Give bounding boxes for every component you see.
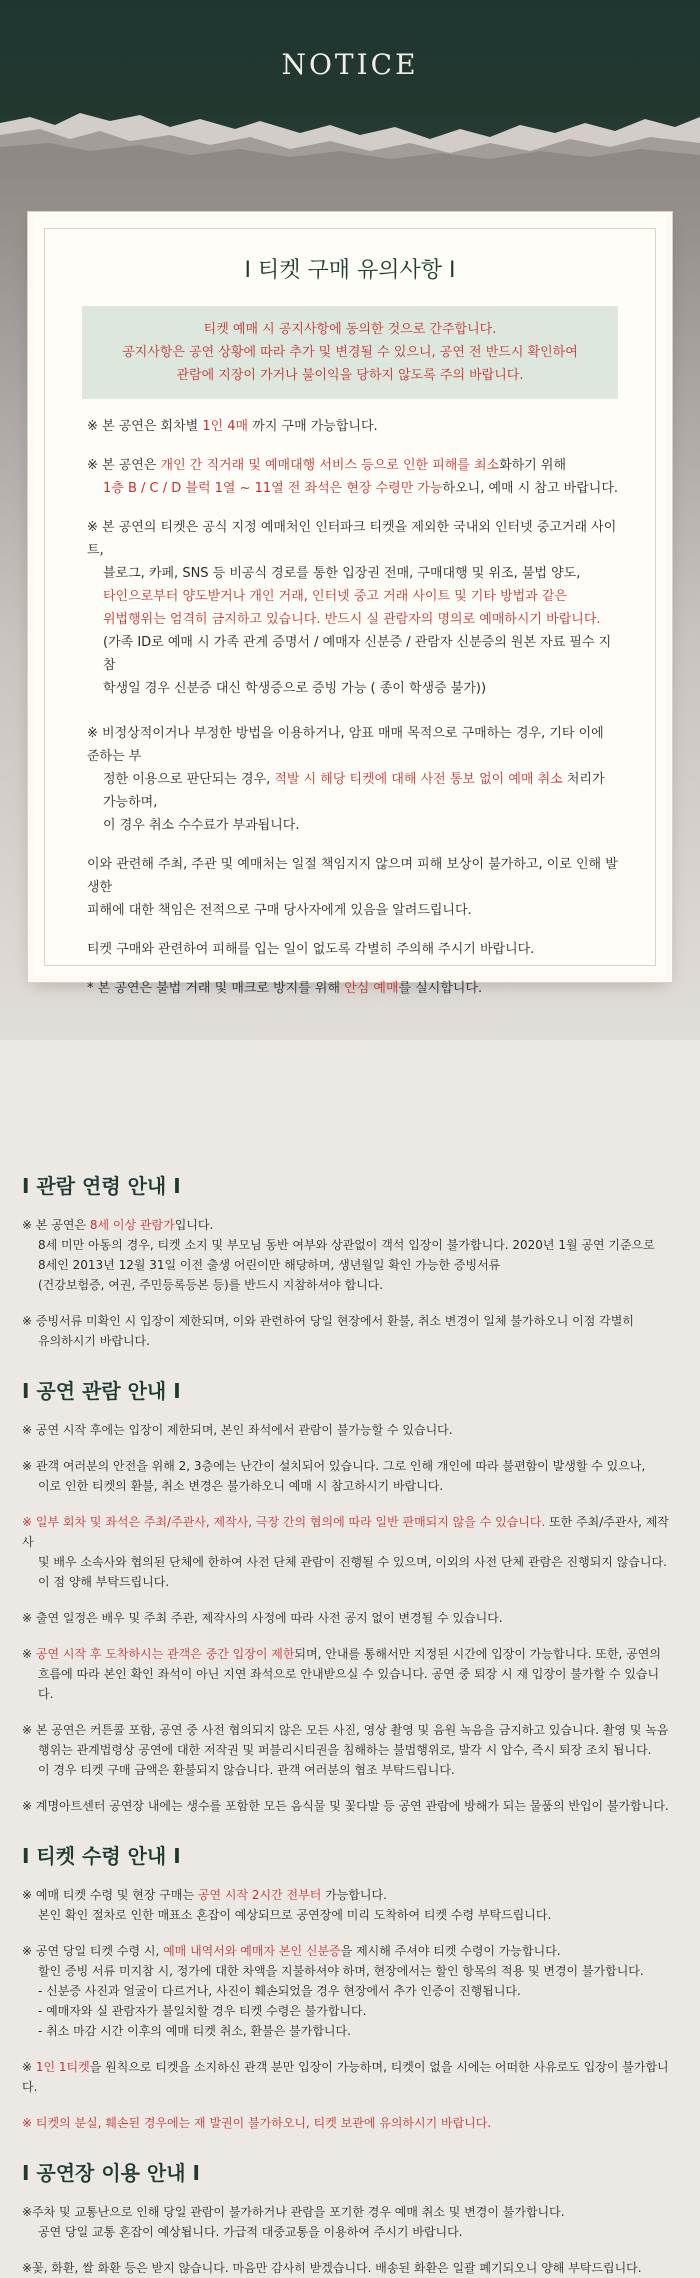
liability-note: 이와 관련해 주최, 주관 및 예매처는 일절 책임지지 않으며 피해 보상이 불가하고, 이로 인해 발생한 피해에 대한 책임은 전적으로 구매 당사자에게 있음을 알려드립니다. xyxy=(87,857,618,918)
highlight-line: 관람에 지장이 가거나 불이익을 당하지 않도록 주의 바랍니다. xyxy=(176,368,524,383)
onsite-pickup-note: ※ 본 공연은 개인 간 직거래 및 예매대행 서비스 등으로 인한 피해를 최소화하기 위해 1층 B / C / D 블럭 1열 ~ 11열 전 좌석은 현장 수령만 가능하오니, 예매 시 참고 바랍니다. xyxy=(87,458,619,496)
ticket-purchase-card xyxy=(34,218,666,996)
caution-note: 티켓 구매와 관련하여 피해를 입는 일이 없도록 각별히 주의해 주시기 바랍니다. xyxy=(87,942,535,957)
torn-paper-edge xyxy=(0,95,700,165)
perf-section-title: I 공연 관람 안내 I xyxy=(22,1379,181,1403)
notice-area xyxy=(0,160,700,1040)
pickup-time-note: ※ 예매 티켓 수령 및 현장 구매는 공연 시작 2시간 전부터 가능합니다. 본인 확인 절차로 인한 매표소 혼잡이 예상되므로 공연장에 미리 도착하여 티켓 수령 부탁드립니다. xyxy=(22,1888,552,1922)
id-document-note: ※ 증빙서류 미확인 시 입장이 제한되며, 이와 관련하여 당일 현장에서 환불, 취소 변경이 일체 불가하오니 이점 각별히 유의하시기 바랍니다. xyxy=(22,1314,634,1348)
purchase-limit-note: ※ 본 공연은 회차별 1인 4매 까지 구매 가능합니다. xyxy=(87,419,378,434)
id-check-note: ※ 공연 당일 티켓 수령 시, 예매 내역서와 예매자 본인 신분증을 제시해 주셔야 티켓 수령이 가능합니다. 할인 증빙 서류 미지참 시, 정가에 대한 차액을 지불하셔야 하며, 현장에서는 할인 항목의 적용 및 변경이 불가합니다. - 신분증 사진과 얼굴이 다르거나, 사진이 훼손되었을 경우 현장에서 추가 인증이 진행됩니다. - 예매자와 실 관람자가 불일치할 경우 티켓 수령은 불가합니다. - 취소 마감 시간 이후의 예매 티켓 취소, 환불은 불가합니다. xyxy=(22,1944,644,2038)
highlight-line: 티켓 예매 시 공지사항에 동의한 것으로 간주합니다. xyxy=(203,322,497,337)
venue-section-title: I 공연장 이용 안내 I xyxy=(22,2161,200,2185)
cast-schedule-note: ※ 출연 일정은 배우 및 주최 주관, 제작사의 사정에 따라 사전 공지 없이 변경될 수 있습니다. xyxy=(22,1611,503,1625)
perf-section xyxy=(0,1375,700,1816)
header-banner xyxy=(0,0,700,160)
notice-title: NOTICE xyxy=(281,48,419,81)
group-booking-note: ※ 일부 회차 및 좌석은 주최/주관사, 제작사, 극장 간의 협의에 따라 일반 판매되지 않을 수 있습니다. 또한 주최/주관사, 제작사 및 배우 소속사와 협의된 단체에 한하여 사전 단체 관람이 진행될 수 있으며, 이외의 사전 단체 관람은 진행되지 않습니다. 이 점 양해 부탁드립니다. xyxy=(22,1515,669,1589)
card-body xyxy=(45,399,655,1000)
age-section-title: I 관람 연령 안내 I xyxy=(22,1174,181,1198)
card-title: I 티켓 구매 유의사항 I xyxy=(244,258,456,283)
food-ban-note: ※ 계명아트센터 공연장 내에는 생수를 포함한 모든 음식물 및 꽃다발 등 공연 관람에 방해가 되는 물품의 반입이 불가합니다. xyxy=(22,1799,669,1813)
flower-note: ※꽃, 화환, 쌀 화환 등은 받지 않습니다. 마음만 감사히 받겠습니다. 배송된 화환은 일괄 폐기되오니 양해 부탁드립니다. xyxy=(22,2261,642,2275)
one-ticket-note: ※ 1인 1티켓을 원칙으로 티켓을 소지하신 관객 분만 입장이 가능하며, 티켓이 없을 시에는 어떠한 사유로도 입장이 불가합니다. xyxy=(22,2060,669,2094)
intermission-entry-note: ※ 공연 시작 후 도착하시는 관객은 중간 입장이 제한되며, 안내를 통해서만 지정된 시간에 입장이 가능합니다. 또한, 공연의 흐름에 따라 본인 확인 좌석이 아닌 지연 좌석으로 안내받으실 수 있습니다. 공연 중 퇴장 시 재 입장이 불가할 수 있습니다. xyxy=(22,1647,661,1701)
late-entry-note: ※ 공연 시작 후에는 입장이 제한되며, 본인 좌석에서 관람이 불가능할 수 있습니다. xyxy=(22,1423,453,1437)
lost-ticket-note: ※ 티켓의 분실, 훼손된 경우에는 재 발권이 불가하오니, 티켓 보관에 유의하시기 바랍니다. xyxy=(22,2116,492,2130)
safe-booking-note: * 본 공연은 불법 거래 및 매크로 방지를 위해 안심 예매를 실시합니다. xyxy=(87,981,483,996)
railing-note: ※ 관객 여러분의 안전을 위해 2, 3층에는 난간이 설치되어 있습니다. 그로 인해 개인에 따라 불편함이 발생할 수 있으나, 이로 인한 티켓의 환불, 취소 변경은 불가하오니 예매 시 참고하시기 바랍니다. xyxy=(22,1459,646,1493)
recording-ban-note: ※ 본 공연은 커튼콜 포함, 공연 중 사전 협의되지 않은 모든 사진, 영상 촬영 및 음원 녹음을 금지하고 있습니다. 촬영 및 녹음 행위는 관계법령상 공연에 대한 저작권 및 퍼블리시티권을 침해하는 불법행위로, 발각 시 압수, 즉시 퇴장 조치 됩니다. 이 경우 티켓 구매 금액은 환불되지 않습니다. 관객 여러분의 협조 부탁드립니다. xyxy=(22,1723,669,1777)
notice-highlight-box xyxy=(82,306,618,399)
info-sections xyxy=(0,1040,700,2278)
highlight-line: 공지사항은 공연 상황에 따라 추가 및 변경될 수 있으니, 공연 전 반드시 확인하여 xyxy=(122,345,578,360)
age-requirement: ※ 본 공연은 8세 이상 관람가입니다. 8세 미만 아동의 경우, 티켓 소지 및 부모님 동반 여부와 상관없이 객석 입장이 불가합니다. 2020년 1월 공연 기준으로 8세인 2013년 12월 31일 이전 출생 어린이만 해당하며, 생년월일 확인 가능한 증빙서류 (건강보험증, 여권, 주민등록등본 등)를 반드시 지참하셔야 합니다. xyxy=(22,1218,655,1292)
age-section xyxy=(0,1170,700,1351)
ticket-section xyxy=(0,1840,700,2133)
parking-note: ※주차 및 교통난으로 인해 당일 관람이 불가하거나 관람을 포기한 경우 예매 취소 및 변경이 불가합니다. 공연 당일 교통 혼잡이 예상됩니다. 가급적 대중교통을 이용하여 주시기 바랍니다. xyxy=(22,2205,565,2239)
card-inner-border xyxy=(44,228,656,996)
illegal-purchase-note: ※ 비정상적이거나 부정한 방법을 이용하거나, 암표 매매 목적으로 구매하는 경우, 기타 이에 준하는 부 정한 이용으로 판단되는 경우, 적발 시 해당 티켓에 대해 사전 통보 없이 예매 취소 처리가 가능하며, 이 경우 취소 수수료가 부과됩니다. xyxy=(87,726,605,833)
resale-prohibition-note: ※ 본 공연의 티켓은 공식 지정 예매처인 인터파크 티켓을 제외한 국내외 인터넷 중고거래 사이트, 블로그, 카페, SNS 등 비공식 경로를 통한 입장권 전매, 구매대행 및 위조, 불법 양도, 타인으로부터 양도받거나 개인 거래, 인터넷 중고 거래 사이트 및 기타 방법과 같은 위법행위는 엄격히 금지하고 있습니다. 반드시 실 관람자의 명의로 예매하시기 바랍니다. (가족 ID로 예매 시 가족 관계 증명서 / 예매자 신분증 / 관람자 신분증의 원본 자료 필수 지참 학생일 경우 신분증 대신 학생증으로 증빙 가능 ( 종이 학생증 불가)) xyxy=(87,520,617,696)
venue-section xyxy=(0,2157,700,2278)
ticket-section-title: I 티켓 수령 안내 I xyxy=(22,1844,181,1868)
